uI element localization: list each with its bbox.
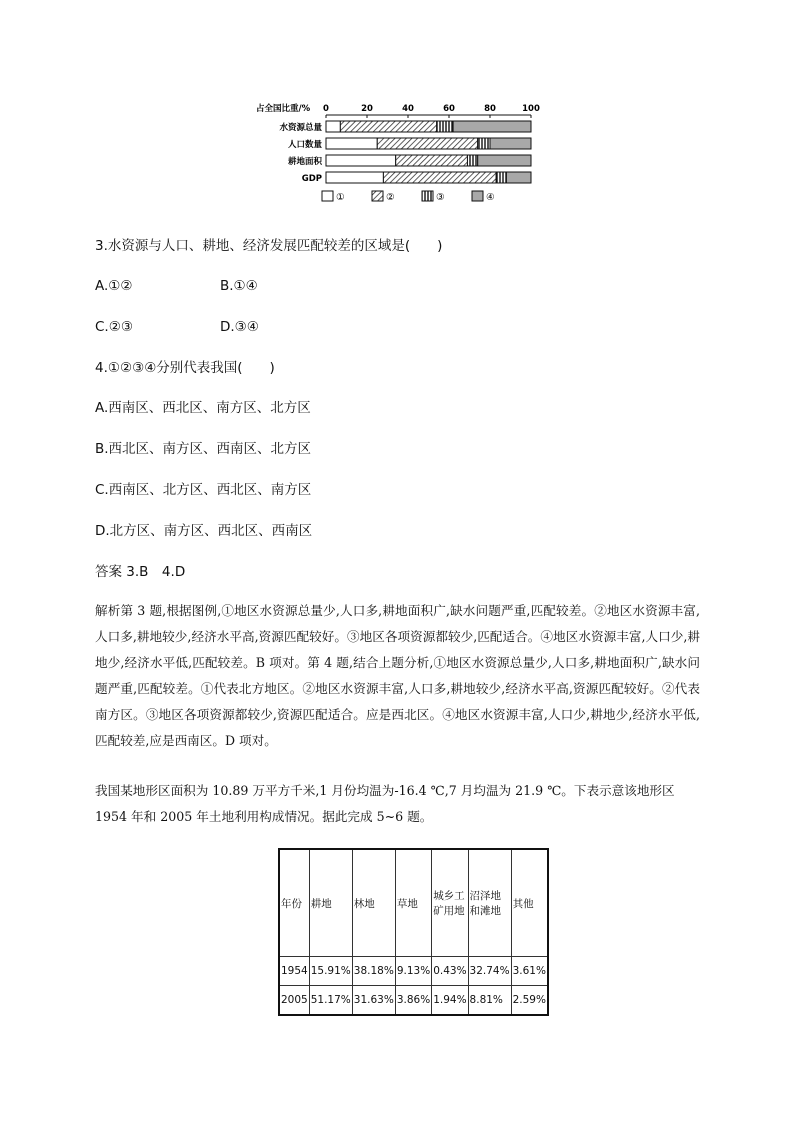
table-cell: 3.61% xyxy=(511,957,548,986)
chart-tick-label: 40 xyxy=(402,104,414,114)
table-cell: 32.74% xyxy=(468,957,511,986)
chart-category-label: 耕地面积 xyxy=(287,157,322,167)
chart-bar-segment xyxy=(453,121,531,132)
intro-paragraph: 我国某地形区面积为 10.89 万平方千米,1 月份均温为-16.4 ℃,7 月均温为 21.9 ℃。下表示意该地形区 1954 年和 2005 年土地利用构成情况。据此完成 5~6 题。 xyxy=(95,783,675,824)
header-swamp-beach: 沼泽地和滩地 xyxy=(468,849,511,957)
table-cell: 2005 xyxy=(279,986,309,1016)
question-4-option-a: A.西南区、西北区、南方区、北方区 xyxy=(95,400,311,416)
chart-legend-swatch xyxy=(372,191,383,201)
chart-legend-label: ② xyxy=(386,192,395,203)
chart-bar-segment xyxy=(506,172,531,183)
chart-category-label: 人口数量 xyxy=(287,140,322,150)
table-cell: 38.18% xyxy=(352,957,395,986)
chart-category-label: 水资源总量 xyxy=(279,123,322,133)
chart-legend-label: ① xyxy=(336,192,345,203)
chart-bar-segment xyxy=(496,172,506,183)
chart-category-label: GDP xyxy=(301,174,322,184)
chart-bar-segment xyxy=(490,138,531,149)
chart-legend-swatch xyxy=(322,191,333,201)
chart-tick-label: 60 xyxy=(443,104,455,114)
header-other: 其他 xyxy=(511,849,548,957)
question-4-option-c: C.西南区、北方区、西北区、南方区 xyxy=(95,482,312,498)
chart-bar-segment xyxy=(396,155,468,166)
chart-bar-segment xyxy=(326,121,340,132)
chart-tick-label: 80 xyxy=(484,104,496,114)
chart-legend-label: ④ xyxy=(486,192,495,203)
table-cell: 1.94% xyxy=(432,986,468,1016)
resource-share-chart xyxy=(250,96,550,212)
header-grassland: 草地 xyxy=(395,849,431,957)
table-cell: 51.17% xyxy=(309,986,352,1016)
table-cell: 8.81% xyxy=(468,986,511,1016)
header-year: 年份 xyxy=(279,849,309,957)
table-cell: 15.91% xyxy=(309,957,352,986)
chart-bar-segment xyxy=(467,155,477,166)
chart-axis-label: 占全国比重/% xyxy=(256,104,311,114)
chart-bar-segment xyxy=(478,155,531,166)
chart-tick-label: 0 xyxy=(323,104,329,114)
header-forest: 林地 xyxy=(352,849,395,957)
table-cell: 3.86% xyxy=(395,986,431,1016)
table-cell: 0.43% xyxy=(432,957,468,986)
question-3-option-d: D.③④ xyxy=(220,319,259,335)
table-cell: 2.59% xyxy=(511,986,548,1016)
answer-line: 答案 3.B 4.D xyxy=(95,564,186,580)
chart-tick-label: 20 xyxy=(361,104,373,114)
table-cell: 31.63% xyxy=(352,986,395,1016)
header-cropland: 耕地 xyxy=(309,849,352,957)
header-urban-mining: 城乡工矿用地 xyxy=(432,849,468,957)
chart-legend-swatch xyxy=(422,191,433,201)
question-4-option-d: D.北方区、南方区、西北区、西南区 xyxy=(95,523,313,539)
explanation-paragraph: 解析第 3 题,根据图例,①地区水资源总量少,人口多,耕地面积广,缺水问题严重,匹配较差。②地区水资源丰富,人口多,耕地较少,经济水平高,资源匹配较好。③地区各项资源都较少,匹配适合。④地区水资源丰富,人口少,耕地少,经济水平低,匹配较差。B 项对。第 4 题,结合上题分析,①地区水资源总量少,人口多,耕地面积广,缺水问题严重,匹配较差。①代表北方地区。②地区水资源丰富,人口多,耕地较少,经济水平高,资源匹配较好。②代表南方区。③地区各项资源都较少,资源匹配适合。应是西北区。④地区水资源丰富,人口少,耕地少,经济水平低,匹配较差,应是西南区。D 项对。 xyxy=(95,603,700,748)
chart-bar-segment xyxy=(326,138,377,149)
question-4-option-b: B.西北区、南方区、西南区、北方区 xyxy=(95,441,312,457)
question-3-option-a: A.①② xyxy=(95,278,133,294)
chart-bar-segment xyxy=(478,138,490,149)
chart-bar-segment xyxy=(377,138,477,149)
chart-bar-segment xyxy=(437,121,453,132)
question-3-option-b: B.①④ xyxy=(220,278,258,294)
table-row xyxy=(279,957,548,986)
chart-bar-segment xyxy=(383,172,496,183)
table-header-row xyxy=(279,849,548,957)
table-cell: 9.13% xyxy=(395,957,431,986)
question-3-stem: 3.水资源与人口、耕地、经济发展匹配较差的区域是( ) xyxy=(95,238,443,254)
question-4-stem: 4.①②③④分别代表我国( ) xyxy=(95,360,275,376)
chart-bar-segment xyxy=(340,121,436,132)
chart-legend-swatch xyxy=(472,191,483,201)
table-cell: 1954 xyxy=(279,957,309,986)
chart-tick-label: 100 xyxy=(522,104,540,114)
chart-bar-segment xyxy=(326,155,396,166)
chart-legend-label: ③ xyxy=(436,192,445,203)
land-use-table xyxy=(278,848,549,1016)
table-row xyxy=(279,986,548,1016)
chart-bar-segment xyxy=(326,172,383,183)
question-3-option-c: C.②③ xyxy=(95,319,133,335)
